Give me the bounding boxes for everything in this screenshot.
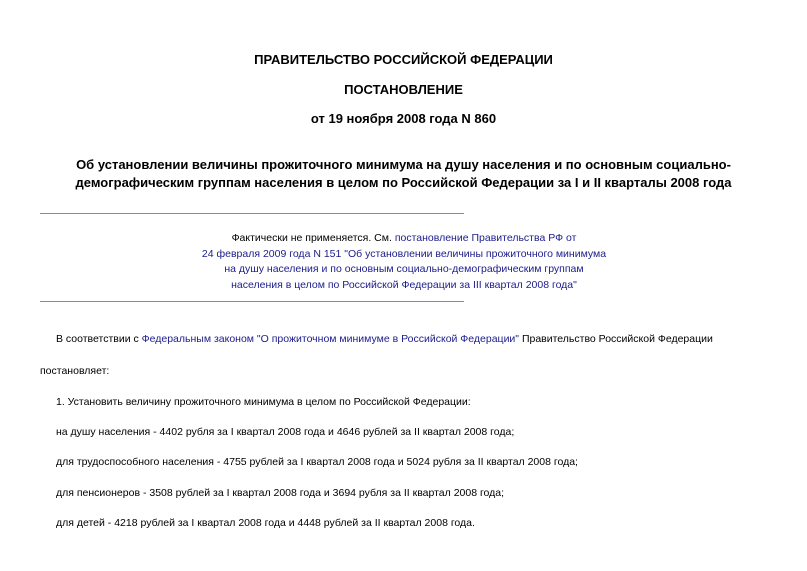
title-line-2: демографическим группам населения в целом по Российской Федерации за I и II кварталы 2008 года [75, 175, 732, 190]
per-capita-line: на душу населения - 4402 рубля за I квартал 2008 года и 4646 рублей за II квартал 2008 года; [56, 426, 515, 438]
intro-suffix: Правительство Российской Федерации [519, 333, 713, 345]
note-prefix: Фактически не применяется. См. [231, 232, 395, 244]
document-type: ПОСТАНОВЛЕНИЕ [344, 82, 463, 97]
item-1: 1. Установить величину прожиточного минимума в целом по Российской Федерации: [56, 396, 471, 408]
document-title [40, 156, 767, 192]
resolution-151-link[interactable]: постановление Правительства РФ от [394, 232, 577, 244]
note-line-1 [100, 231, 708, 247]
pensioners-line: для пенсионеров - 3508 рублей за I квартал 2008 года и 3694 рубля за II квартал 2008 года; [56, 487, 505, 499]
document-date-number: от 19 ноября 2008 года N 860 [310, 111, 497, 126]
children-line: для детей - 4218 рублей за I квартал 2008 года и 4448 рублей за II квартал 2008 года. [56, 517, 475, 529]
federal-law-link[interactable]: Федеральным законом "О прожиточном минимуме в Российской Федерации" [141, 333, 520, 345]
intro-paragraph [56, 333, 713, 345]
applicability-note [100, 231, 708, 293]
government-name: ПРАВИТЕЛЬСТВО РОССИЙСКОЙ ФЕДЕРАЦИИ [254, 52, 553, 67]
intro-prefix: В соответствии с [56, 333, 142, 345]
intro-continuation: постановляет: [40, 365, 110, 377]
working-age-line: для трудоспособного населения - 4755 рублей за I квартал 2008 года и 5024 рубля за II квартал 2008 года; [56, 456, 578, 468]
resolution-151-link-line-3[interactable]: на душу населения и по основным социально-демографическим группам [224, 263, 584, 275]
resolution-151-link-line-2[interactable]: 24 февраля 2009 года N 151 "Об установлении величины прожиточного минимума [201, 247, 607, 260]
divider-top [40, 213, 464, 214]
title-line-1: Об установлении величины прожиточного минимума на душу населения и по основным социально- [76, 157, 731, 172]
resolution-151-link-line-4[interactable]: населения в целом по Российской Федерации за III квартал 2008 года" [231, 278, 577, 291]
divider-bottom [40, 301, 464, 302]
